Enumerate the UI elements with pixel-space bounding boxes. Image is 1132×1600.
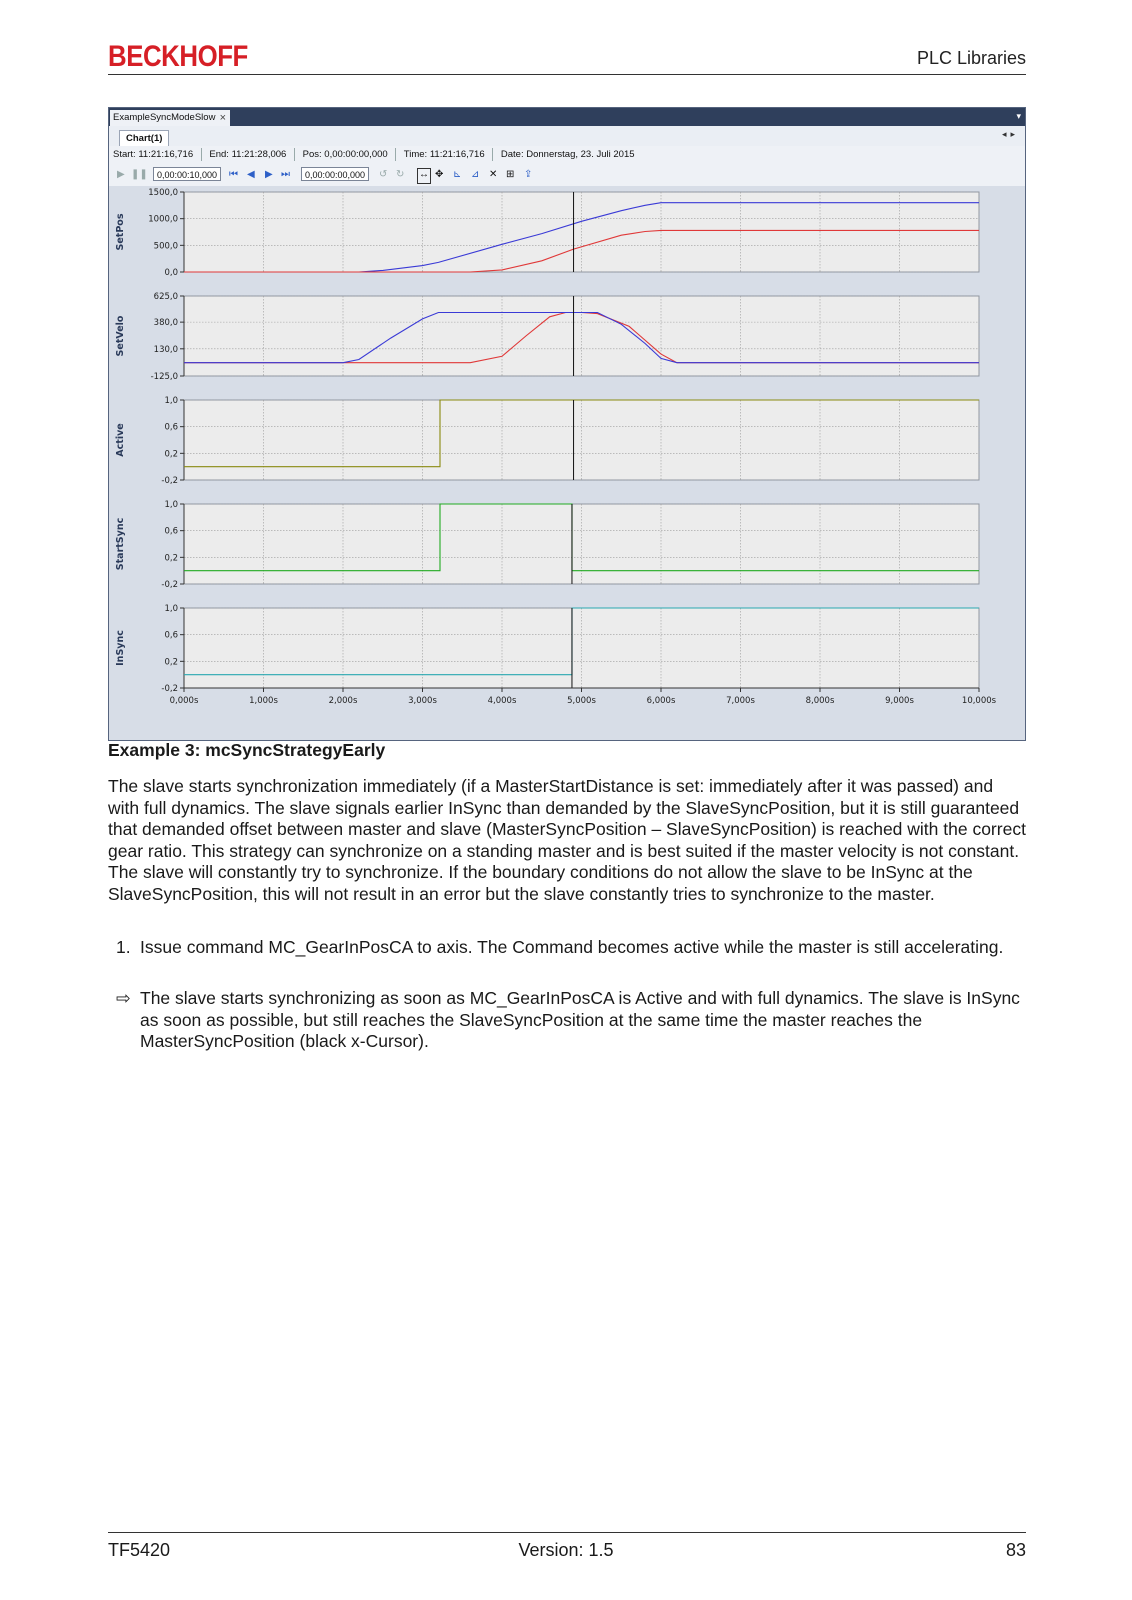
x-tick-label: 3,000s [408,696,437,706]
cursor-mode-icon[interactable]: ↔ [417,168,431,184]
y-tick-label: -0,2 [161,684,178,694]
y-tick-label: -0,2 [161,580,178,590]
x-tick-label: 8,000s [805,696,835,706]
footer-product: TF5420 [108,1540,171,1560]
start-label: Start: [113,149,136,160]
pan-icon[interactable]: ✥ [435,169,444,180]
y-tick-label: 500,0 [153,241,178,252]
x-tick-label: 0,000s [169,696,199,706]
y-tick-label: 1,0 [164,500,178,510]
y-tick-label: 130,0 [153,344,178,355]
y-tick-label: 1,0 [164,396,178,406]
y-tick-label: 0,0 [164,268,178,278]
y-axis-label: SetVelo [115,315,126,357]
document-tab-label: ExampleSyncModeSlow [113,112,216,123]
chart-toolbar [109,164,1025,187]
y-tick-label: 0,2 [164,553,178,564]
chevron-down-icon[interactable]: ▾ [1016,111,1021,121]
footer-page: 83 [1005,1540,1026,1560]
skip-end-icon[interactable]: ⏭ [281,169,290,180]
play-icon[interactable]: ▶ [117,169,125,180]
x-tick-label: 2,000s [328,696,358,706]
step-forward-icon[interactable]: ▶ [265,169,273,180]
close-icon[interactable]: × [219,112,226,124]
undo-icon[interactable]: ↺ [379,169,388,180]
y-tick-label: 0,6 [164,422,178,433]
section-heading: Example 3: mcSyncStrategyEarly [108,740,386,760]
pos-value: 0,00:00:00,000 [324,149,388,160]
result-arrow-icon: ⇨ [116,988,131,1008]
x-tick-label: 5,000s [567,696,596,706]
y-tick-label: -125,0 [150,372,178,382]
time-value: 11:21:16,716 [429,149,485,160]
position-field[interactable]: 0,00:00:00,000 [301,167,369,181]
x-tick-label: 1,000s [249,696,278,706]
y-axis-label: InSync [115,630,126,666]
y-axis-label: SetPos [115,213,126,251]
end-value: 11:21:28,006 [231,149,287,160]
y-axis-label: StartSync [115,517,126,571]
y-tick-label: 0,2 [164,449,178,460]
scope-window [108,107,1026,741]
x-tick-label: 10,000s [961,696,997,706]
y-tick-label: -0,2 [161,476,178,486]
redo-icon[interactable]: ↻ [396,169,405,180]
brand-logo: BECKHOFF [108,40,248,73]
x-tick-label: 7,000s [726,696,755,706]
date-value: Donnerstag, 23. Juli 2015 [526,149,635,160]
y-tick-label: 0,2 [164,657,178,668]
footer-rule [108,1532,1026,1533]
end-label: End: [209,149,229,160]
tab-scroll-arrows-icon[interactable]: ◂▸ [1001,129,1019,139]
document-tab-strip [109,108,1025,126]
date-label: Date: [500,149,524,160]
zoom-y-icon[interactable]: ⊿ [471,169,480,180]
step-1-number: 1. [116,937,131,957]
header-rule [108,74,1026,75]
x-tick-label: 6,000s [646,696,676,706]
chart-svg [109,186,1025,740]
y-tick-label: 1500,0 [148,188,178,198]
description-paragraph: The slave starts synchronization immediately (if a MasterStartDistance is set: immediately after it was passed) and with full dynamics. The slave signals earlier InSync than demanded by the SlaveSyncPosition, but it is still guaranteed that demanded offset between master and slave (MasterSyncPosition – SlaveSyncPosition) is reached with the correct gear ratio. This strategy can synchronize on a standing master and is best suited if the master velocity is not constant. The slave will constantly try to synchronize. If the boundary conditions do not allow the slave to be InSync at the SlaveSyncPosition, this will not result in an error but the slave constantly tries to synchronize to the master. [108,776,1026,904]
zoom-x-icon[interactable]: ⊾ [453,169,462,180]
chart-tab-strip [109,126,1025,147]
section-title: PLC Libraries [916,48,1026,68]
y-tick-label: 380,0 [153,318,178,329]
tab-chart[interactable]: Chart(1) [119,130,169,147]
start-value: 11:21:16,716 [138,149,194,160]
step-back-icon[interactable]: ◀ [247,169,255,180]
x-tick-label: 4,000s [487,696,517,706]
time-label: Time: [403,149,428,160]
footer-version: Version: 1.5 [518,1540,614,1560]
duration-field[interactable]: 0,00:00:10,000 [153,167,221,181]
y-tick-label: 625,0 [153,292,178,302]
y-tick-label: 0,6 [164,526,178,537]
export-icon[interactable]: ⇪ [524,169,533,180]
info-bar [109,146,1025,165]
chart-area [109,186,1025,740]
y-tick-label: 1000,0 [148,214,178,225]
pos-label: Pos: [302,149,322,160]
skip-start-icon[interactable]: ⏮ [229,169,238,180]
delete-cursor-icon[interactable]: ✕ [489,169,498,180]
y-tick-label: 0,6 [164,630,178,641]
step-result-text: The slave starts synchronizing as soon as MC_GearInPosCA is Active and with full dynamics. The slave is InSync as soon as possible, but still reaches the SlaveSyncPosition at the same time the master reaches the MasterSyncPosition (black x-Cursor). [140,988,1020,1052]
y-axis-label: Active [115,423,126,457]
auto-scale-icon[interactable]: ⊞ [506,169,515,180]
document-tab[interactable] [110,110,230,126]
pause-icon[interactable]: ❚❚ [131,169,148,180]
y-tick-label: 1,0 [164,604,178,614]
x-tick-label: 9,000s [885,696,914,706]
step-1-text: Issue command MC_GearInPosCA to axis. The Command becomes active while the master is still accelerating. [140,937,1004,957]
